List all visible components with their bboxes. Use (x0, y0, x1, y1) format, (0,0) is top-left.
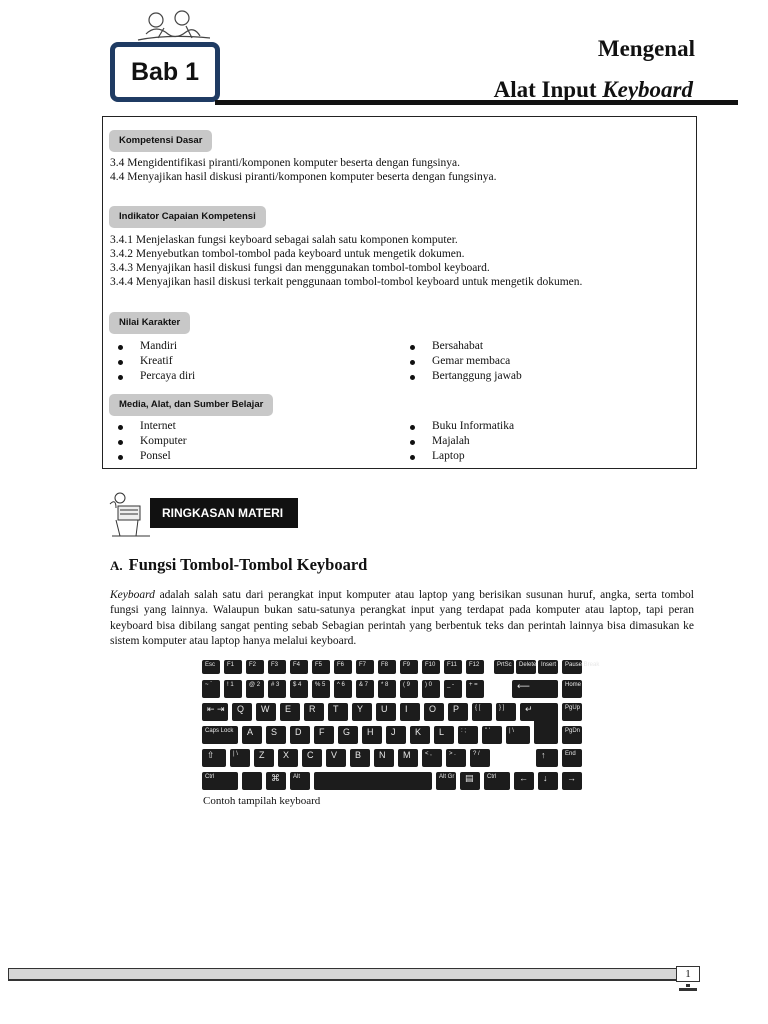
keyboard-key (202, 772, 238, 790)
keyboard-key-label: D (295, 727, 302, 737)
keyboard-key (562, 680, 582, 698)
keyboard-key-label: Pause Break (565, 662, 600, 668)
keyboard-key-label: Y (357, 704, 364, 714)
keyboard-key (484, 772, 510, 790)
keyboard-key (356, 680, 374, 698)
keyboard-key (290, 726, 310, 744)
keyboard-key-label: { [ (475, 705, 481, 711)
keyboard-key-label: ⇧ (207, 750, 215, 760)
keyboard-key-label: B (355, 750, 362, 760)
keyboard-key (506, 726, 530, 744)
keyboard-key (422, 749, 442, 767)
keyboard-key-label: ← (519, 773, 528, 783)
keyboard-key (386, 726, 406, 744)
keyboard-key (400, 680, 418, 698)
keyboard-key-label: F8 (381, 662, 389, 668)
keyboard-key (202, 660, 220, 674)
keyboard-key-label: Delete (519, 662, 537, 668)
keyboard-key-label: ⟵ (517, 681, 530, 691)
keyboard-key (350, 749, 370, 767)
keyboard-key-label: _ - (447, 682, 455, 688)
keyboard-key (562, 749, 582, 767)
keyboard-key-label: | \ (233, 751, 238, 757)
keyboard-key-label: ↓ (543, 773, 548, 783)
keyboard-key-label: H (367, 727, 374, 737)
keyboard-illustration (200, 658, 600, 794)
keyboard-key (512, 680, 558, 698)
keyboard-key-label: E (285, 704, 292, 714)
keyboard-key-label: Ctrl (487, 774, 497, 780)
keyboard-key (224, 660, 242, 674)
keyboard-key-label: I (405, 704, 408, 714)
keyboard-key (302, 749, 322, 767)
kd-item: 4.4 Menyajikan hasil diskusi piranti/komponen komputer beserta dengan fungsinya. (110, 171, 497, 183)
keyboard-key (334, 680, 352, 698)
keyboard-key-label: Insert (541, 662, 557, 668)
nilai-item: Mandiri (140, 340, 178, 352)
title-italic: Keyboard (602, 77, 693, 102)
keyboard-key (290, 772, 310, 790)
keyboard-key-label: & 7 (359, 682, 369, 688)
keyboard-key-label: F2 (249, 662, 257, 668)
keyboard-key (378, 680, 396, 698)
keyboard-key (202, 726, 238, 744)
keyboard-key-label: Home (565, 682, 582, 688)
keyboard-key (410, 726, 430, 744)
keyboard-key (314, 772, 432, 790)
keyboard-key-label: T (333, 704, 339, 714)
keyboard-key-label: F10 (425, 662, 436, 668)
keyboard-key-label: F1 (227, 662, 235, 668)
keyboard-key (422, 680, 440, 698)
keyboard-key-label: ↵ (525, 704, 533, 714)
keyboard-key-label: ( 9 (403, 682, 411, 688)
keyboard-key (458, 726, 478, 744)
keyboard-key-label: $ 4 (293, 682, 302, 688)
keyboard-key (312, 680, 330, 698)
keyboard-key (562, 703, 582, 721)
keyboard-key-label: ) 0 (425, 682, 433, 688)
monitor-stand-icon (677, 984, 699, 992)
keyboard-key (472, 703, 492, 721)
keyboard-key-label: Alt Gr (439, 774, 455, 780)
keyboard-key-label: Ctrl (205, 774, 215, 780)
keyboard-key-label: → (567, 773, 576, 783)
page-number: 1 (676, 966, 700, 982)
keyboard-key (378, 660, 396, 674)
keyboard-key (374, 749, 394, 767)
keyboard-key-label: A (247, 727, 254, 737)
decorative-illustration (124, 6, 224, 46)
keyboard-key-label: F11 (447, 662, 457, 668)
keyboard-key-label: P (453, 704, 460, 714)
keyboard-key (466, 660, 484, 674)
keyboard-key-label: PgDn (565, 728, 581, 734)
keyboard-key (202, 749, 226, 767)
keyboard-key-label: X (283, 750, 290, 760)
chapter-label: Bab 1 (130, 57, 200, 86)
ringkasan-banner: RINGKASAN MATERI (150, 498, 298, 528)
title-plain: Alat Input (493, 77, 603, 102)
keyboard-key (304, 703, 324, 721)
keyboard-key-label: PgUp (565, 705, 581, 711)
keyboard-key (444, 680, 462, 698)
keyboard-key (290, 660, 308, 674)
keyboard-key (246, 660, 264, 674)
keyboard-key-label: * 8 (381, 682, 389, 688)
keyboard-key (268, 660, 286, 674)
keyboard-key-label: Esc (205, 662, 216, 668)
keyboard-key (516, 660, 536, 674)
keyboard-key-label: ⇤ ⇥ (207, 704, 225, 714)
keyboard-key-label: | \ (509, 728, 514, 734)
keyboard-key-label: V (331, 750, 338, 760)
keyboard-key (434, 726, 454, 744)
keyboard-key (482, 726, 502, 744)
keyboard-key-label: Alt (293, 774, 301, 780)
para-text: adalah salah satu dari perangkat input komputer atau laptop yang berisikan susunan huruf, angka, serta tombol fungsi yang lainnya. Walaupun bukan satu-satunya perangkat input yang terdapat pada komputer atau laptop, tapi peran keyboard bisa dibilang sangat penting sebab Sebagian perintah yang berbentuk teks dan perintah lainnya bisa dimasukan ke sistem komputer atau laptop hanya melalui keyboard. (110, 589, 694, 647)
keyboard-caption: Contoh tampilah keyboard (203, 795, 321, 807)
keyboard-key (314, 726, 334, 744)
chapter-badge (110, 42, 220, 102)
nilai-item: Bersahabat (432, 340, 484, 352)
keyboard-key-label: F9 (403, 662, 411, 668)
keyboard-key (280, 703, 300, 721)
keyboard-key (424, 703, 444, 721)
keyboard-key-label: Q (237, 704, 245, 714)
keyboard-key-label: ↑ (541, 750, 546, 760)
page-title-line2 (494, 77, 693, 103)
keyboard-key (242, 726, 262, 744)
keyboard-key (376, 703, 396, 721)
keyboard-key-label: + = (469, 682, 478, 688)
media-item: Majalah (432, 435, 470, 447)
media-item: Buku Informatika (432, 420, 515, 432)
keyboard-key-label: G (343, 727, 351, 737)
ikd-item: 3.4.3 Menyajikan hasil diskusi fungsi dan menggunakan tombol-tombol keyboard. (110, 262, 490, 274)
keyboard-key-label: % 5 (315, 682, 326, 688)
kd-label: Kompetensi Dasar (109, 130, 212, 152)
media-item: Internet (140, 420, 176, 432)
keyboard-key-label: F6 (337, 662, 345, 668)
media-item: Ponsel (140, 450, 171, 462)
keyboard-key-label: C (307, 750, 314, 760)
keyboard-key-label: S (271, 727, 278, 737)
keyboard-key-label: K (415, 727, 422, 737)
keyboard-key-label: F4 (293, 662, 301, 668)
keyboard-key-label: R (309, 704, 316, 714)
keyboard-key (466, 680, 484, 698)
keyboard-key (460, 772, 480, 790)
keyboard-key-label: @ 2 (249, 682, 261, 688)
keyboard-key (400, 660, 418, 674)
keyboard-key (290, 680, 308, 698)
keyboard-key-label: W (261, 704, 270, 714)
keyboard-key (562, 660, 600, 674)
keyboard-key-label: " ' (485, 728, 490, 734)
keyboard-key-label: : ; (461, 728, 467, 734)
keyboard-key-label: F (319, 727, 325, 737)
body-paragraph (110, 588, 694, 649)
keyboard-key (266, 772, 286, 790)
keyboard-key (356, 660, 374, 674)
section-heading (110, 555, 367, 575)
ikd-item: 3.4.4 Menyajikan hasil diskusi terkait penggunaan tombol-tombol keyboard untuk mengetik dokumen. (110, 276, 583, 288)
nilai-item: Kreatif (140, 355, 173, 367)
page-title-line1: Mengenal (597, 36, 695, 61)
reading-figure-icon (108, 490, 154, 538)
keyboard-key-label: U (381, 704, 388, 714)
keyboard-key-label: ? / (473, 751, 480, 757)
competency-box (102, 116, 697, 469)
keyboard-key-label: > . (449, 751, 456, 757)
keyboard-enter-key-extension (534, 716, 558, 744)
nilai-item: Gemar membaca (432, 355, 511, 367)
keyboard-key-label: < , (425, 751, 432, 757)
nilai-label: Nilai Karakter (109, 312, 190, 334)
keyboard-key (514, 772, 534, 790)
keyboard-key-label: ⌘ (271, 773, 280, 783)
media-item: Laptop (432, 450, 465, 462)
keyboard-key-label: ^ 6 (337, 682, 345, 688)
keyboard-key-label: Z (259, 750, 265, 760)
keyboard-key-label: F7 (359, 662, 367, 668)
keyboard-key (448, 703, 468, 721)
keyboard-key (536, 749, 558, 767)
keyboard-key (496, 703, 516, 721)
keyboard-key (232, 703, 252, 721)
para-italic: Keyboard (110, 589, 155, 601)
keyboard-key-label: M (403, 750, 411, 760)
keyboard-key (246, 680, 264, 698)
section-title: Fungsi Tombol-Tombol Keyboard (128, 555, 368, 574)
footer-bar (8, 968, 680, 980)
keyboard-key-label: # 3 (271, 682, 280, 688)
keyboard-key-label: } ] (499, 705, 505, 711)
keyboard-key-label: End (565, 751, 576, 757)
keyboard-key (352, 703, 372, 721)
media-item: Komputer (140, 435, 187, 447)
keyboard-key (278, 749, 298, 767)
keyboard-key-label: PrtSc (497, 662, 512, 668)
media-label: Media, Alat, dan Sumber Belajar (109, 394, 273, 416)
nilai-item: Percaya diri (140, 370, 196, 382)
keyboard-key-label: L (439, 727, 445, 737)
keyboard-key (400, 703, 420, 721)
keyboard-key (328, 703, 348, 721)
ikd-item: 3.4.2 Menyebutkan tombol-tombol pada keyboard untuk mengetik dokumen. (110, 248, 465, 260)
keyboard-key-label: F12 (469, 662, 480, 668)
keyboard-key-label: F5 (315, 662, 323, 668)
keyboard-key (334, 660, 352, 674)
keyboard-key (254, 749, 274, 767)
keyboard-key-label: ~ ` (205, 682, 213, 688)
keyboard-key-label: O (429, 704, 437, 714)
keyboard-key (202, 703, 228, 721)
keyboard-key (436, 772, 456, 790)
keyboard-key (562, 772, 582, 790)
keyboard-key-label: N (379, 750, 386, 760)
keyboard-key (538, 660, 558, 674)
ikd-label: Indikator Capaian Kompetensi (109, 206, 266, 228)
keyboard-key (494, 660, 514, 674)
keyboard-key (326, 749, 346, 767)
keyboard-key (268, 680, 286, 698)
keyboard-key (446, 749, 466, 767)
keyboard-key (266, 726, 286, 744)
keyboard-key-label: Caps Lock (205, 728, 234, 734)
nilai-item: Bertanggung jawab (432, 370, 522, 382)
keyboard-key (470, 749, 490, 767)
kd-item: 3.4 Mengidentifikasi piranti/komponen komputer beserta dengan fungsinya. (110, 157, 461, 169)
keyboard-key-label: J (391, 727, 396, 737)
keyboard-key-label: ! 1 (227, 682, 234, 688)
keyboard-key (562, 726, 582, 744)
keyboard-key (224, 680, 242, 698)
keyboard-key (312, 660, 330, 674)
keyboard-key (538, 772, 558, 790)
keyboard-key (398, 749, 418, 767)
footer-rule (8, 980, 700, 981)
keyboard-key (338, 726, 358, 744)
keyboard-key-label: F3 (271, 662, 279, 668)
ikd-item: 3.4.1 Menjelaskan fungsi keyboard sebagai salah satu komponen komputer. (110, 234, 458, 246)
keyboard-key (256, 703, 276, 721)
keyboard-key (242, 772, 262, 790)
keyboard-key (444, 660, 462, 674)
keyboard-key (230, 749, 250, 767)
keyboard-key (202, 680, 220, 698)
keyboard-key-label: ▤ (465, 773, 474, 783)
keyboard-key (422, 660, 440, 674)
section-letter: A. (110, 558, 123, 573)
keyboard-key (362, 726, 382, 744)
